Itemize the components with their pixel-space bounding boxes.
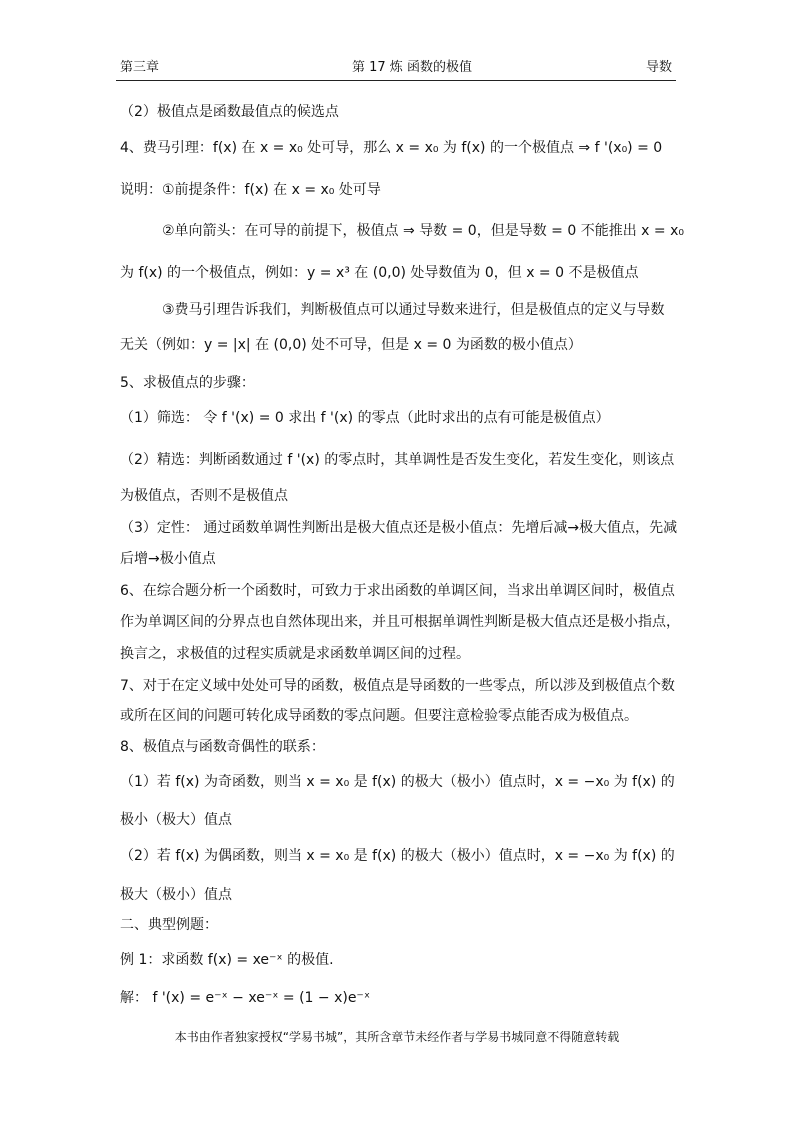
- text-line: 例 1：求函数 f(x) = xe⁻ˣ 的极值.: [120, 952, 334, 968]
- header-chapter: 第三章: [120, 60, 160, 75]
- text-line: 为极值点，否则不是极值点: [120, 488, 288, 504]
- footer-copyright: 本书由作者独家授权“学易书城”，其所含章节未经作者与学易书城同意不得随意转载: [174, 1030, 620, 1044]
- text-line: 6、在综合题分析一个函数时，可致力于求出函数的单调区间，当求出单调区间时，极值点: [120, 583, 675, 599]
- header-rule: [116, 80, 676, 81]
- text-line: ②单向箭头：在可导的前提下，极值点 ⇒ 导数 = 0，但是导数 = 0 不能推出 x = x₀: [162, 223, 684, 239]
- text-line: 解： f '(x) = e⁻ˣ − xe⁻ˣ = (1 − x)e⁻ˣ: [120, 990, 371, 1006]
- text-line: 或所在区间的问题可转化成导函数的零点问题。但要注意检验零点能否成为极值点。: [120, 708, 638, 724]
- text-line: ③费马引理告诉我们，判断极值点可以通过导数来进行，但是极值点的定义与导数: [162, 302, 665, 318]
- text-line: 4、费马引理：f(x) 在 x = x₀ 处可导，那么 x = x₀ 为 f(x) 的一个极值点 ⇒ f '(x₀) = 0: [120, 140, 663, 156]
- text-line: （3）定性： 通过函数单调性判断出是极大值点还是极小值点：先增后减→极大值点，先减: [120, 520, 678, 536]
- text-line: 后增→极小值点: [120, 551, 216, 567]
- text-line: （2）若 f(x) 为偶函数，则当 x = x₀ 是 f(x) 的极大（极小）值点时，x = −x₀ 为 f(x) 的: [120, 848, 675, 864]
- text-line: 极大（极小）值点: [120, 887, 232, 903]
- text-line: 5、求极值点的步骤：: [120, 375, 255, 391]
- text-line: 8、极值点与函数奇偶性的联系：: [120, 739, 325, 755]
- text-line: （1）筛选： 令 f '(x) = 0 求出 f '(x) 的零点（此时求出的点有可能是极值点）: [120, 410, 610, 426]
- text-line: 7、对于在定义域中处处可导的函数，极值点是导函数的一些零点，所以涉及到极值点个数: [120, 678, 675, 694]
- text-line: 换言之，求极值的过程实质就是求函数单调区间的过程。: [120, 646, 470, 662]
- header-title: 第 17 炼 函数的极值: [352, 60, 472, 75]
- text-line: 为 f(x) 的一个极值点，例如：y = x³ 在 (0,0) 处导数值为 0，但 x = 0 不是极值点: [120, 265, 639, 281]
- text-line: （1）若 f(x) 为奇函数，则当 x = x₀ 是 f(x) 的极大（极小）值点时，x = −x₀ 为 f(x) 的: [120, 774, 675, 790]
- text-line: 无关（例如：y = |x| 在 (0,0) 处不可导，但是 x = 0 为函数的极小值点）: [120, 337, 582, 353]
- text-line: （2）精选：判断函数通过 f '(x) 的零点时，其单调性是否发生变化，若发生变化，则该点: [120, 452, 675, 468]
- text-line: 二、典型例题：: [120, 917, 218, 933]
- header-subject: 导数: [645, 60, 672, 75]
- text-line: 说明：①前提条件：f(x) 在 x = x₀ 处可导: [120, 182, 381, 198]
- text-line: （2）极值点是函数最值点的候选点: [120, 104, 339, 120]
- text-line: 作为单调区间的分界点也自然体现出来，并且可根据单调性判断是极大值点还是极小指点，: [120, 614, 680, 630]
- text-line: 极小（极大）值点: [120, 812, 232, 828]
